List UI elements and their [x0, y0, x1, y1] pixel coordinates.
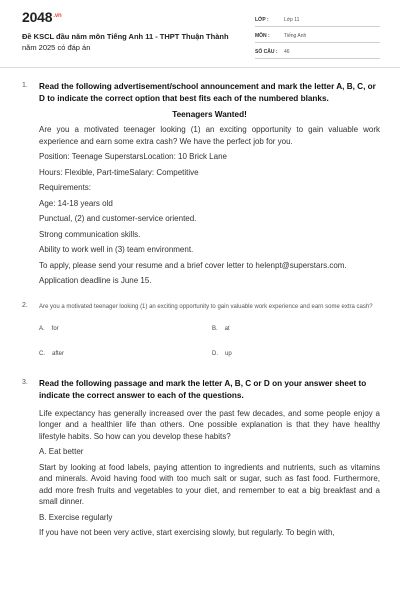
passage-paragraph-2: Start by looking at food labels, paying attention to ingredients and nutrients, such as vitamins and minerals. Avoid having food with too much salt or sugar, such as fast food. Furthermore, add more fresh fruits and vegetables to your diet, and remember to eat a big breakfast and a small dinner.: [39, 462, 380, 506]
meta-subject-value: Tiếng Anh: [284, 33, 307, 39]
passage-paragraph-3: If you have not been very active, start exercising slowly, but regularly. To begin with,: [39, 528, 335, 537]
option-b-text: at: [224, 325, 230, 332]
passage-paragraph-1: Life expectancy has generally increased over the past few decades, and some people enjoy a longer and a healthier life than others. One possible explanation is that they have healthy lifestyle habits. So how can you develop these habits?: [39, 408, 380, 441]
question-1-instruction: Read the following advertisement/school announcement and mark the letter A, B, C, or D to indicate the correct option that best fits each of the numbered blanks.: [39, 82, 376, 103]
logo-suffix: .vn: [53, 13, 62, 19]
option-b[interactable]: [212, 326, 230, 332]
option-c-text: after: [52, 350, 65, 357]
question-3-number: 3.: [22, 378, 28, 386]
meta-class-value: Lớp 11: [284, 17, 300, 23]
options-row-1: [39, 326, 380, 338]
question-2-text: Are you a motivated teenager looking (1) an exciting opportunity to gain valuable work experience and earn some extra cash?: [39, 303, 373, 310]
question-3-instruction: Read the following passage and mark the letter A, B, C or D on your answer sheet to indicate the correct answer to each of the questions.: [39, 378, 367, 400]
options-row-2: [39, 351, 380, 363]
ad-line-apply: To apply, please send your resume and a brief cover letter to helenpt@superstars.com.: [39, 260, 347, 270]
ad-title: Teenagers Wanted!: [172, 110, 247, 119]
passage-heading-b: B. Exercise regularly: [39, 512, 113, 522]
question-1: [0, 81, 400, 287]
option-d[interactable]: [212, 351, 232, 357]
ad-line-deadline: Application deadline is June 15.: [39, 276, 152, 285]
passage-heading-a: A. Eat better: [39, 447, 84, 456]
exam-content: [0, 68, 400, 539]
page-header: [0, 0, 400, 68]
ad-line-requirements: Requirements:: [39, 183, 92, 192]
ad-line-punctual: Punctual, (2) and customer-service oriented.: [39, 214, 197, 223]
meta-class: [255, 13, 380, 27]
exam-title: [22, 31, 237, 53]
option-a-text: for: [51, 325, 59, 332]
ad-line-age: Age: 14-18 years old: [39, 198, 113, 208]
ad-line-communication: Strong communication skills.: [39, 229, 141, 239]
option-c-letter: C.: [39, 350, 45, 357]
option-a[interactable]: [39, 326, 59, 332]
meta-count-key: SỐ CÂU :: [255, 49, 278, 55]
exam-title-line2: năm 2025 có đáp án: [22, 43, 91, 52]
exam-meta: [255, 13, 380, 61]
option-c[interactable]: [39, 351, 64, 357]
meta-subject-key: MÔN :: [255, 33, 270, 39]
question-2-number: 2.: [22, 301, 28, 309]
ad-line-team: Ability to work well in (3) team environment.: [39, 245, 194, 254]
question-3: [0, 378, 400, 539]
ad-line-intro: Are you a motivated teenager looking (1) an exciting opportunity to gain valuable work experience and earn some extra cash? We have the perfect job for you.: [39, 125, 380, 146]
meta-subject: [255, 29, 380, 43]
question-1-number: 1.: [22, 82, 28, 89]
meta-count-value: 46: [284, 49, 290, 55]
question-2: [0, 302, 400, 363]
option-d-letter: D.: [212, 350, 218, 357]
option-d-text: up: [225, 350, 232, 357]
ad-line-hours: Hours: Flexible, Part-timeSalary: Competitive: [39, 167, 199, 177]
meta-class-key: LỚP :: [255, 17, 269, 23]
site-logo[interactable]: [22, 9, 61, 25]
option-a-letter: A.: [39, 325, 45, 332]
logo-text: 2048: [22, 9, 53, 25]
meta-question-count: [255, 45, 380, 59]
exam-title-line1: Đề KSCL đầu năm môn Tiếng Anh 11 - THPT Thuận Thành: [22, 32, 229, 41]
option-b-letter: B.: [212, 325, 218, 332]
ad-line-position: Position: Teenage SuperstarsLocation: 10 Brick Lane: [39, 152, 227, 161]
